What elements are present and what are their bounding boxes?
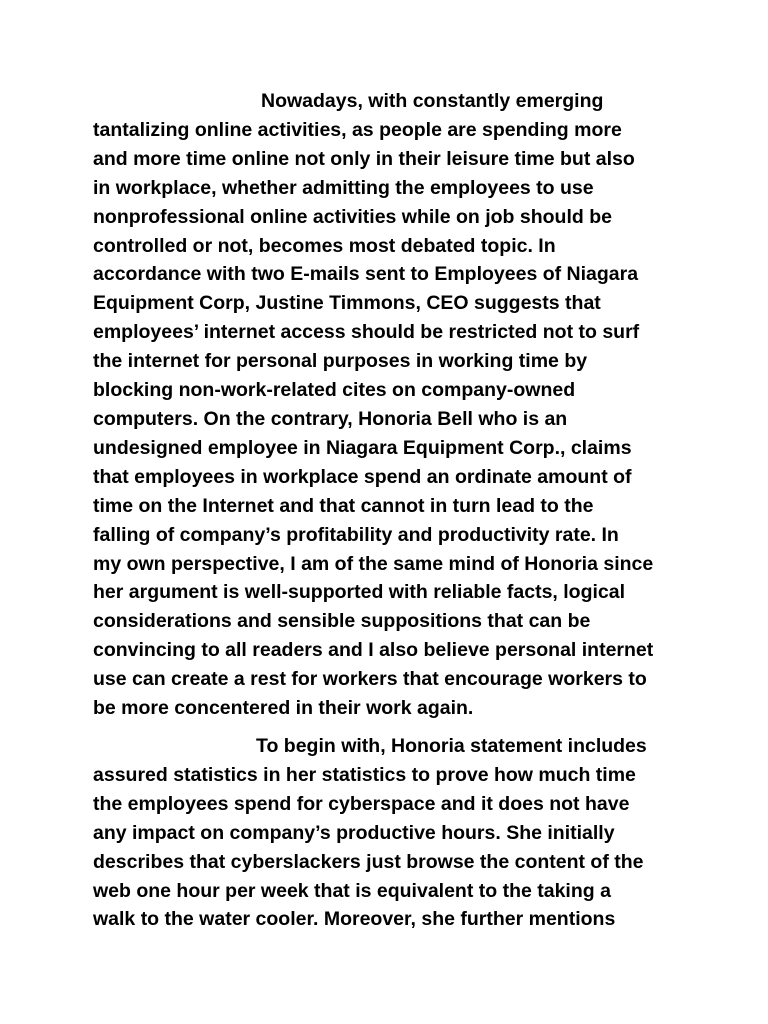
paragraph-line: undesigned employee in Niagara Equipment Corp., claims xyxy=(93,436,632,459)
paragraph-line: Nowadays, with constantly emerging xyxy=(261,90,604,112)
paragraph-line: and more time online not only in their leisure time but also xyxy=(93,147,635,170)
paragraph-line: my own perspective, I am of the same mind of Honoria since xyxy=(93,552,654,575)
paragraph-line: computers. On the contrary, Honoria Bell who is an xyxy=(93,407,568,430)
paragraph-line: tantalizing online activities, as people are spending more xyxy=(93,118,622,141)
paragraph-line: falling of company’s profitability and productivity rate. In xyxy=(93,523,619,546)
paragraph-line: describes that cyberslackers just browse the content of the xyxy=(93,850,644,873)
paragraph-line: use can create a rest for workers that encourage workers to xyxy=(93,668,647,691)
paragraph-1 xyxy=(93,87,693,723)
paragraph-line: controlled or not, becomes most debated topic. In xyxy=(93,234,556,257)
paragraph-line: any impact on company’s productive hours. She initially xyxy=(93,821,615,844)
paragraph-line: web one hour per week that is equivalent to the taking a xyxy=(93,879,611,902)
paragraph-line: that employees in workplace spend an ordinate amount of xyxy=(93,465,632,488)
paragraph-line: the internet for personal purposes in working time by xyxy=(93,350,588,373)
paragraph-line: To begin with, Honoria statement includes xyxy=(256,735,647,757)
paragraph-line: considerations and sensible suppositions that can be xyxy=(93,610,591,633)
paragraph-line: assured statistics in her statistics to prove how much time xyxy=(93,763,636,786)
paragraph-line: employees’ internet access should be restricted not to surf xyxy=(93,321,640,344)
paragraph-line: her argument is well-supported with reliable facts, logical xyxy=(93,581,626,604)
paragraph-line: Equipment Corp, Justine Timmons, CEO suggests that xyxy=(93,292,601,315)
paragraph-line: time on the Internet and that cannot in turn lead to the xyxy=(93,494,594,517)
paragraph-line: blocking non-work-related cites on company-owned xyxy=(93,379,576,402)
paragraph-line: the employees spend for cyberspace and it does not have xyxy=(93,792,630,815)
paragraph-line: be more concentered in their work again. xyxy=(93,697,474,720)
paragraph-line: nonprofessional online activities while on job should be xyxy=(93,205,612,228)
paragraph-line: walk to the water cooler. Moreover, she further mentions xyxy=(93,908,616,931)
paragraph-line: in workplace, whether admitting the employees to use xyxy=(93,176,594,199)
paragraph-2 xyxy=(93,732,693,934)
paragraph-line: convincing to all readers and I also believe personal internet xyxy=(93,639,654,662)
paragraph-line: accordance with two E-mails sent to Employees of Niagara xyxy=(93,263,639,286)
